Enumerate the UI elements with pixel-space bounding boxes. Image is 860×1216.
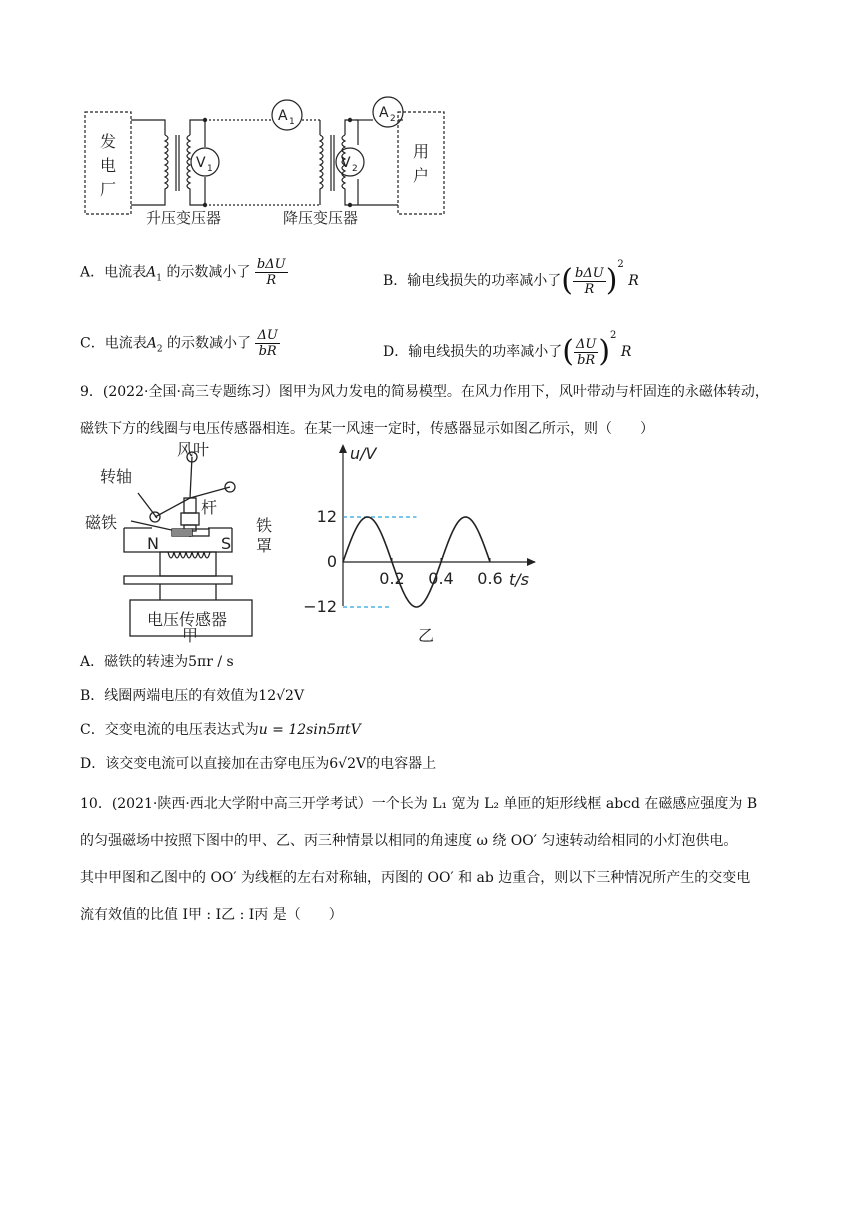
v2-sub: 2 bbox=[352, 164, 358, 174]
sensor-label: 电压传感器 bbox=[147, 610, 228, 629]
a2-label: A bbox=[379, 105, 389, 121]
step-up-secondary-coil bbox=[187, 135, 190, 191]
q8-c-meter: A bbox=[146, 335, 157, 352]
q8-b-tail: R bbox=[628, 273, 639, 289]
y-tick-label: 12 bbox=[316, 507, 337, 526]
plant-char-2: 电 bbox=[100, 156, 117, 175]
x-tick-label: 0.6 bbox=[477, 569, 503, 588]
y-axis-label: u/V bbox=[350, 444, 377, 463]
q8-c-label: C．电流表 bbox=[80, 335, 147, 352]
q8-c-den: bR bbox=[258, 344, 277, 359]
label-fengye: 风叶 bbox=[177, 440, 210, 459]
q8-a-sub: 1 bbox=[156, 273, 162, 284]
label-gan: 杆 bbox=[201, 498, 218, 517]
q8-option-c bbox=[80, 328, 280, 359]
label-citie: 磁铁 bbox=[85, 513, 118, 532]
wind-generator-figure bbox=[80, 440, 300, 645]
q8-a-num: bΔU bbox=[256, 257, 286, 272]
q8-c-num: ΔU bbox=[257, 328, 278, 343]
q8-b-fraction bbox=[573, 266, 606, 297]
x-axis-arrow bbox=[527, 558, 536, 566]
q9-option-b bbox=[80, 686, 304, 706]
caption-yi: 乙 bbox=[418, 626, 435, 645]
step-up-primary-coil bbox=[165, 135, 168, 191]
label-zhuanzhou: 转轴 bbox=[100, 467, 133, 486]
y-tick-label: 0 bbox=[326, 552, 337, 571]
q9-b-pre: B．线圈两端电压的有效值为 bbox=[80, 688, 259, 704]
q9-d-pre: D．该交变电流可以直接加在击穿电压为 bbox=[80, 756, 330, 772]
q10-line-1: 10．(2021·陕西·西北大学附中高三开学考试）一个长为 L₁ 宽为 L₂ 单匝的矩形线框 abcd 在磁感应强度为 B bbox=[80, 796, 758, 812]
q9-d-post: 的电容器上 bbox=[366, 756, 437, 772]
q8-a-den: R bbox=[266, 273, 277, 288]
q9-option-d bbox=[80, 754, 436, 774]
step-down-label: 降压变压器 bbox=[283, 209, 359, 227]
label-tie: 铁 bbox=[256, 516, 273, 535]
label-zhao: 罩 bbox=[256, 536, 273, 555]
plant-char-1: 发 bbox=[100, 132, 117, 151]
x-axis-label: t/s bbox=[509, 570, 529, 589]
a1-sub: 1 bbox=[289, 117, 295, 127]
q8-d-num: ΔU bbox=[575, 336, 597, 352]
v2-label: V bbox=[341, 155, 351, 171]
x-tick-label: 0.2 bbox=[379, 569, 405, 588]
q10-line-2: 的匀强磁场中按照下图中的甲、乙、丙三种情景以相同的角速度 ω 绕 OO′ 匀速转动给相同的小灯泡供电。 bbox=[80, 833, 738, 849]
v1-label: V bbox=[196, 155, 206, 171]
q8-b-den: R bbox=[584, 281, 595, 297]
y-tick-label: −12 bbox=[303, 597, 337, 616]
q8-a-fraction bbox=[255, 257, 288, 288]
q8-d-exp: 2 bbox=[610, 330, 617, 341]
user-char-2: 户 bbox=[413, 166, 430, 185]
q8-a-label: A．电流表 bbox=[80, 264, 147, 281]
step-up-label: 升压变压器 bbox=[146, 209, 222, 227]
q8-c-fraction bbox=[255, 328, 279, 359]
voltage-time-chart bbox=[300, 440, 540, 645]
y-axis-arrow bbox=[339, 444, 347, 453]
q8-b-exp: 2 bbox=[617, 259, 624, 270]
q8-d-tail: R bbox=[620, 344, 632, 360]
q8-b-num: bΔU bbox=[575, 265, 604, 281]
user-char-1: 用 bbox=[413, 142, 430, 161]
x-tick-label: 0.4 bbox=[428, 569, 454, 588]
q8-option-a bbox=[80, 257, 288, 288]
q9-option-a: A．磁铁的转速为5πr / s bbox=[80, 654, 234, 670]
q8-d-fraction bbox=[574, 337, 598, 368]
q8-a-text: 的示数减小了 bbox=[166, 264, 251, 281]
q9-c-pre: C．交变电流的电压表达式为 bbox=[80, 722, 259, 738]
q9-d-val: 6√2V bbox=[329, 756, 367, 772]
q10-line-3: 其中甲图和乙图中的 OO′ 为线框的左右对称轴，丙图的 OO′ 和 ab 边重合，则以下三种情况所产生的交变电 bbox=[80, 870, 751, 886]
a2-sub: 2 bbox=[390, 114, 396, 124]
q8-b-label: B．输电线损失的功率减小了 bbox=[383, 273, 562, 289]
q9-c-val: u = 12sin5πtV bbox=[258, 722, 361, 738]
a1-label: A bbox=[278, 108, 288, 124]
plant-char-3: 厂 bbox=[100, 180, 117, 199]
q8-d-label: D．输电线损失的功率减小了 bbox=[383, 344, 563, 360]
q8-a-meter: A bbox=[146, 264, 157, 281]
q9-b-val: 12√2V bbox=[258, 688, 305, 704]
q9-stem: 9．(2022·全国·高三专题练习）图甲为风力发电的简易模型。在风力作用下，风叶带动与杆固连的永磁体转动，磁铁下方的线圈与电压传感器相连。在某一风速一定时，传感器显示如图乙所示，则（ ） bbox=[80, 384, 769, 437]
q8-c-sub: 2 bbox=[156, 344, 163, 355]
q9-option-c bbox=[80, 720, 361, 740]
q8-option-b: B．输电线损失的功率减小了( $\frac{\text{bΔU}}{R}$ )$^2$ R bbox=[383, 259, 639, 298]
caption-jia: 甲 bbox=[182, 626, 199, 645]
q8-c-text: 的示数减小了 bbox=[167, 335, 252, 352]
label-s: S bbox=[221, 534, 232, 553]
user-box bbox=[398, 112, 444, 214]
q8-option-d: D．输电线损失的功率减小了( $\frac{\Delta U}{bR}$ )$^2$ R bbox=[383, 330, 632, 369]
q8-d-den: bR bbox=[577, 352, 596, 368]
v1-sub: 1 bbox=[207, 164, 213, 174]
q10-line-4: 流有效值的比值 I甲 : I乙 : I丙 是（ ） bbox=[80, 907, 343, 923]
label-n: N bbox=[147, 534, 159, 553]
transmission-circuit-diagram bbox=[80, 95, 460, 230]
step-down-primary-coil bbox=[320, 135, 323, 191]
